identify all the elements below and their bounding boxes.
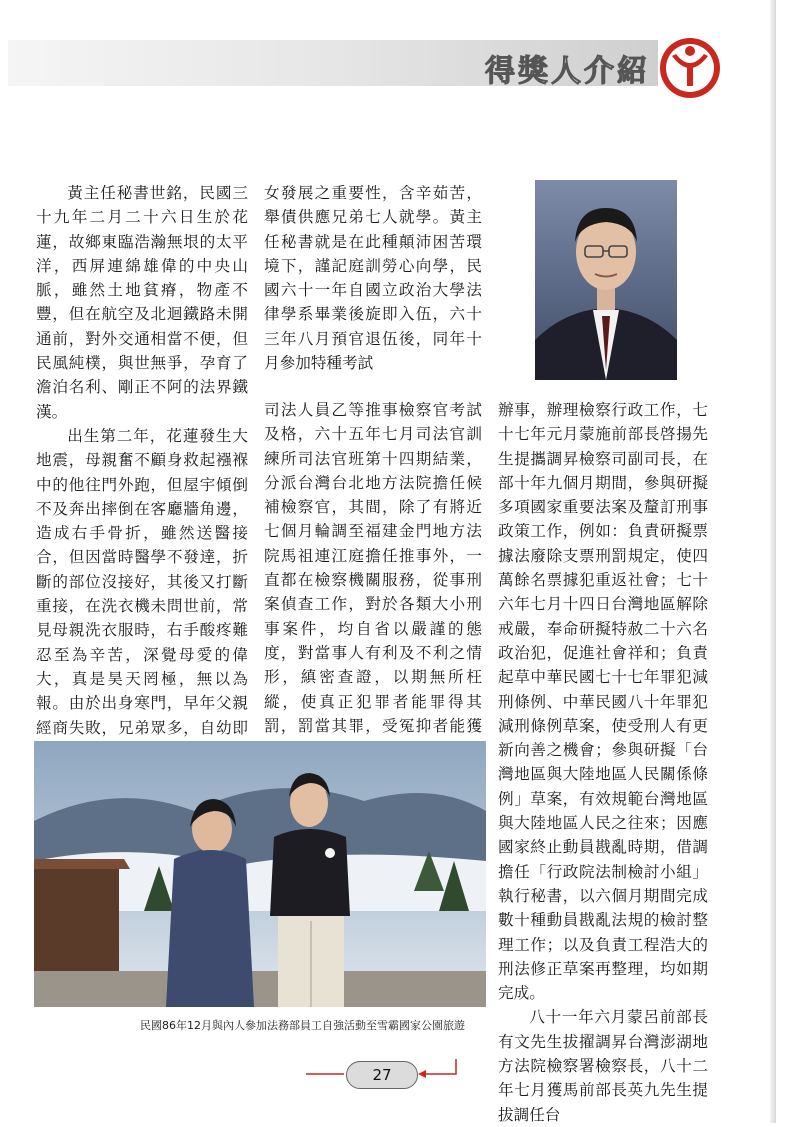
header-banner [8,40,658,89]
paragraph: 八十一年六月蒙呂前部長有文先生拔擢調昇台灣澎湖地方法院檢察署檢察長，八十二年七月獲馬前部長英九先生提拔調任台 [498,1008,708,1124]
page-title: 得獎人介紹 [485,54,650,89]
travel-photo [34,741,486,1007]
photo-caption: 民國86年12月與內人參加法務部員工自強活動至雪霸國家公園旅遊 [140,1019,465,1032]
page-number: 27 [346,1061,418,1089]
portrait-photo [535,180,677,380]
article-column-3 [498,398,708,1127]
page-edge [770,0,776,1123]
article-column-2-top [264,181,482,375]
paragraph: 辦事，辦理檢察行政工作，七十七年元月蒙施前部長啓揚先生提攜調昇檢察司副司長，在部十年九個月期間，參與研擬多項國家重要法案及釐訂刑事政策工作，例如：負責研擬票據法廢除支票刑罰規定，使四萬餘名票據犯重返社會；七十六年七月十四日台灣地區解除戒嚴，奉命研擬特赦二十六名政治犯，促進社會祥和；負責起草中華民國七十七年罪犯減刑條例、中華民國八十年罪犯減刑條例草案，使受刑人有更新向善之機會；參與研擬「台灣地區與大陸地區人民關係條例」草案，有效規範台灣地區與大陸地區人民之往來；因應國家終止動員戡亂時期，借調擔任「行政院法制檢討小組」執行秘書，以六個月期間完成數十種動員戡亂法規的檢討整理工作；以及負責工程浩大的刑法修正草案再整理，均如期完成。 [498,401,708,1003]
article-column-1 [36,181,248,813]
paragraph: 黃主任秘書世銘，民國三十九年二月二十六日生於花蓮，故鄉東臨浩瀚無垠的太平洋，西屏連綿雄偉的中央山脈，雖然土地貧瘠，物產不豐，但在航空及北迴鐵路未開通前，對外交通相當不便，但民風純樸，與世無爭，孕育了澹泊名利、剛正不阿的法界鐵漢。 [36,184,248,421]
award-emblem-icon [658,36,722,100]
paragraph: 女發展之重要性，含辛茹苦，舉債供應兄弟七人就學。黃主任秘書就是在此種顛沛困苦環境下，謹記庭訓勞心向學，民國六十一年自國立政治大學法律學系畢業後旋即入伍，六十三年八月預官退伍後，同年十月參加特種考試 [264,184,482,373]
paragraph: 司法人員乙等推事檢察官考試及格，六十五年七月司法官訓練所司法官班第十四期結業，分派台灣台北地方法院擔任候補檢察官，其間，除了有將近七個月輪調至福建金門地方法院馬祖連江庭擔任推事外，一直都在檢察機關服務，從事刑案偵查工作，對於各類大小刑事案件，均自省以嚴謹的態度，對當事人有利及不利之情形，縝密查證，以期無所枉縱，使真正犯罪者能罪得其罰，罰當其罪，受冤抑者能獲 [264,401,482,735]
page-number-badge [300,1057,470,1097]
paragraph: 出生第二年，花蓮發生大地震，母親奮不顧身救起襁褓中的他往門外跑，但屋宇傾倒不及奔出摔倒在客廳牆角邊，造成右手骨折，雖然送醫接合，但因當時醫學不發達，折斷的部位沒接好，其後又打斷重接，在洗衣機未問世前，常見母親洗衣服時，右手酸疼難忍至為辛苦，深覺母愛的偉大，真是昊天罔極，無以為報。由於出身寒門，早年父親經商失敗，兄弟眾多，自幼即 [36,426,248,737]
